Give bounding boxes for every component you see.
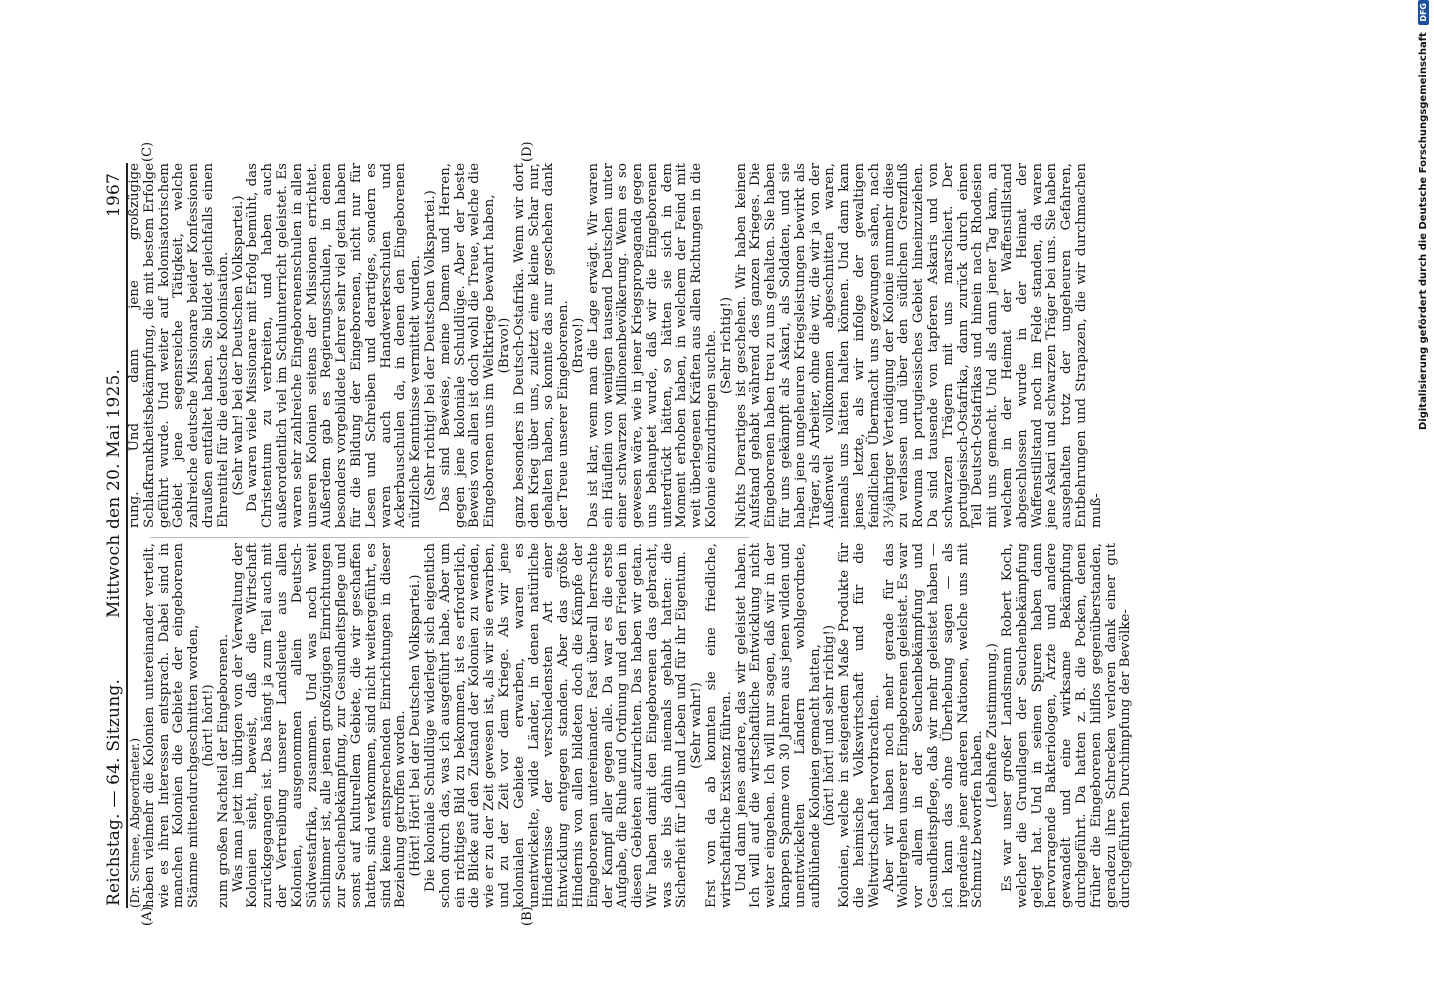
interjection: (hört! hört! und sehr richtig!): [822, 624, 838, 827]
paragraph: Da waren viele Missionare mit Erfolg bemüht, das Christentum zu verbreiten, und haben auch außerordentlich viel im Schulunterricht geleistet. Es waren sehr zahlreiche Eingeborenenschulen in allen unseren Kolonien seitens der Missionen errichtet. Außerdem gab es Regierungsschulen, in denen besonders vorgebildete Lehrer sehr viel getan haben für die Bildung der Eingeborenen, nicht nur für Lesen und Schreiben und derartiges, sondern es waren auch Handwerkerschulen und Ackerbauschulen da, in denen den Eingeborenen nützliche Kenntnisse vermittelt wurden.: [245, 163, 424, 528]
paragraph: Nichts Derartiges ist geschehen. Wir haben keinen Aufstand gehabt während des ganzen Krieges. Die Eingeborenen haben treu zu uns gehalten. Sie haben für uns gekämpft als Askari, als Soldaten, und sie haben jene ungeheuren Kriegsleistungen bewirkt als Träger, als Arbeiter, ohne die wir, die wir ja von der Außenwelt vollkommen abgeschnitten waren, niemals uns hätten halten können. Und dann kam jenes letzte, als wir infolge der gewaltigen feindlichen Übermacht uns gezwungen sahen, nach 3½jähriger Verteidigung der Kolonie nunmehr diese zu verlassen und über den südlichen Grenzfluß Rowuma in portugiesisches Gebiet hineinzuziehen. Da sind tausende von tapferen Askaris und von schwarzen Trägern mit uns marschiert. Der portugiesisch-Ostafrika, dann zurück durch einen Teil Deutsch-Ostafrikas und hinein nach Rhodesien mit uns gemacht. Und als dann jener Tag kam, an welchem in der Heimat der Waffenstillstand abgeschlossen wurde in der Heimat der Waffenstillstand noch im Felde standen, da waren jene Askari und schwarzen Träger bei uns. Sie haben ausgehalten trotz der ungeheuren Gefahren, Entbehrungen und Strapazen, die wir durchmachen muß-: [733, 163, 1104, 528]
paragraph: ganz besonders in Deutsch-Ostafrika. Wenn wir dort den Krieg über uns, zuletzt eine kleine Schar nur, gehalten haben, so konnte das nur geschehen dank der Treue unserer Eingeborenen.: [511, 163, 572, 528]
right-column: [128, 163, 1105, 528]
margin-marker-a: (A): [140, 906, 155, 926]
margin-marker-b: (B): [520, 906, 535, 926]
paragraph: haben vielmehr die Kolonien untereinander verteilt, wie es ihren Interessen entsprach. Dabei sind in manchen Kolonien die Gebiete der eingeborenen Stämme mittendurchgeschnitten worden,: [141, 543, 202, 908]
header-left: Reichstag. — 64. Sitzung.: [104, 678, 124, 906]
interjection: (Sehr richtig! bei der Deutschen Volkspartei.): [422, 190, 438, 501]
interjection: (Lebhafte Zustimmung.): [985, 643, 1001, 808]
dfg-logo: DFG: [1418, 0, 1429, 25]
paragraph: Das ist klar, wenn man die Lage erwägt. Wir waren ein Häuflein von wenigen tausend Deutschen unter einer schwarzen Millionenbevölkerung. Wenn es so gewesen wäre, wie in jener Kriegspropaganda gegen uns behauptet wurde, daß wir die Eingeborenen unterdrückt hätten, so hätten sie sich in dem Moment erhoben haben, in welchem der Feind mit weit überlegenen Kräften aus allen Richtungen in die Kolonie einzudringen suchte.: [585, 163, 720, 528]
header-date: Mittwoch den 20. Mai 1925.: [104, 368, 124, 618]
paragraph: Aber wir haben noch mehr gerade für das Wohlergehen unserer Eingeborenen geleistet. Es war vor allem in der Seuchenbekämpfung und Gesundheitspflege, daß wir mehr geleistet haben — ich kann das ohne Überhebung sagen — als irgendeine jener anderen Nationen, welche uns mit Schmutz beworfen haben.: [881, 543, 986, 908]
interjection: (Bravo!): [496, 317, 512, 374]
paragraph: Es war unser großer Landsmann Robert Koch, welcher die Grundlagen der Seuchenbekämpfung gelegt hat. Und in seinen Spuren haben dann hervorragende Bakteriologen, Ärzte und andere gewandelt und eine wirksame Bekämpfung durchgeführt. Da hatten z. B. die Pocken, denen früher die Eingeborenen hilflos gegenüberstanden, geradezu ihre Schrecken verloren dank einer gut durchgeführten Durchimpfung der Bevölke-: [1000, 543, 1134, 908]
column-divider: [150, 537, 750, 538]
margin-marker-d: (D): [520, 141, 535, 162]
interjection: (Sehr richtig!): [718, 296, 734, 395]
paragraph: Die koloniale Schuldlüge widerlegt sich eigentlich schon durch das, was ich ausgeführt habe. Aber um ein richtiges Bild zu bekommen, ist es erforderlich, die Blicke auf den Zustand der Kolonien zu wenden, wie er zu der Zeit gewesen ist, als wir sie erwarben, und zu der Zeit vor dem Kriege. Als wir jene kolonialen Gebiete erwarben, waren es unentwickelte, wilde Länder, in denen natürliche Hindernisse der verschiedensten Art einer Entwicklung entgegen standen. Aber das größte Hindernis von allen bildeten doch die Kämpfe der Eingeborenen untereinander. Fast überall herrschte der Kampf aller gegen alle. Da war es die erste Aufgabe, die Ruhe und Ordnung und den Frieden in diesen Gebieten aufzurichten. Das haben wir getan. Wir haben damit den Eingeborenen das gebracht, was sie bis dahin niemals gehabt hatten: die Sicherheit für Leib und Leben und für ihr Eigentum.: [422, 543, 690, 908]
credit-text: Digitalisierung gefördert durch die Deutsche Forschungsgemeinschaft: [1418, 32, 1429, 431]
credit-strip: [1418, 0, 1434, 1000]
page-header: [104, 163, 128, 908]
paragraph: Das sind Beweise, meine Damen und Herren, gegen jene koloniale Schuldlüge. Aber der beste Beweis von allen ist doch wohl die Treue, welche die Eingeborenen uns im Weltkriege bewahrt haben,: [437, 163, 498, 528]
paragraph: rung. Und dann jene großzügige Schlafkrankheitsbekämpfung, die mit bestem Erfolge geführt wurde. Und weiter auf kolonisatorischem Gebiet jene segensreiche Tätigkeit, welche zahlreiche deutsche Missionare beider Konfessionen draußen entfaltet haben. Sie bildet gleichfalls einen Ehrentitel für die deutsche Kolonisation.: [127, 163, 231, 528]
speaker-line: (Dr. Schnee, Abgeordneter.): [128, 737, 142, 908]
credit-line: [1418, 0, 1434, 1000]
left-column: [128, 543, 1134, 908]
page-number: 1967: [104, 173, 124, 218]
interjection: (Sehr wahr!): [689, 682, 705, 769]
interjection: (Sehr wahr! bei der Deutschen Volkspartei.): [230, 195, 246, 496]
paragraph: Erst von da ab konnten sie eine friedliche, wirtschaftliche Existenz führen.: [704, 543, 734, 908]
interjection: (Bravo!): [570, 317, 586, 374]
paragraph: Kolonien, welche in steigendem Maße Produkte für die heimische Volkswirtschaft und für die Weltwirtschaft hervorbrachten.: [837, 543, 882, 908]
paragraph: zum großen Nachteil der Eingeborenen.: [215, 633, 231, 908]
paragraph: Was man jetzt im übrigen von der Verwaltung der Kolonien sieht, beweist, daß die Wirtschaft zurückgegangen ist. Das hängt ja zum Teil auch mit der Vertreibung unserer Landsleute aus allen Kolonien, ausgenommen allein Deutsch-Südwestafrika, zusammen. Und was noch weit schlimmer ist, alle jenen großzügigen Einrichtungen zur Seuchenbekämpfung, zur Gesundheitspflege und sonst auf kulturellem Gebiete, die wir geschaffen hatten, sind verkommen, sind nicht weitergeführt, es sind keine entsprechenden Einrichtungen in dieser Beziehung getroffen worden.: [230, 543, 409, 908]
interjection: (hört! hört!): [200, 684, 216, 767]
paragraph: Und dann jenes andere, das wir geleistet haben. Ich will auf die wirtschaftliche Entwicklung nicht weiter eingehen. Ich will nur sagen, daß wir in der knappen Spanne von 30 Jahren aus jenen wilden und unentwickelten Ländern wohlgeordnete, aufblühende Kolonien gemacht hatten,: [733, 543, 823, 908]
margin-marker-c: (C): [140, 141, 155, 162]
interjection: (Hört! Hört! bei der Deutschen Volkspartei.): [408, 574, 424, 877]
